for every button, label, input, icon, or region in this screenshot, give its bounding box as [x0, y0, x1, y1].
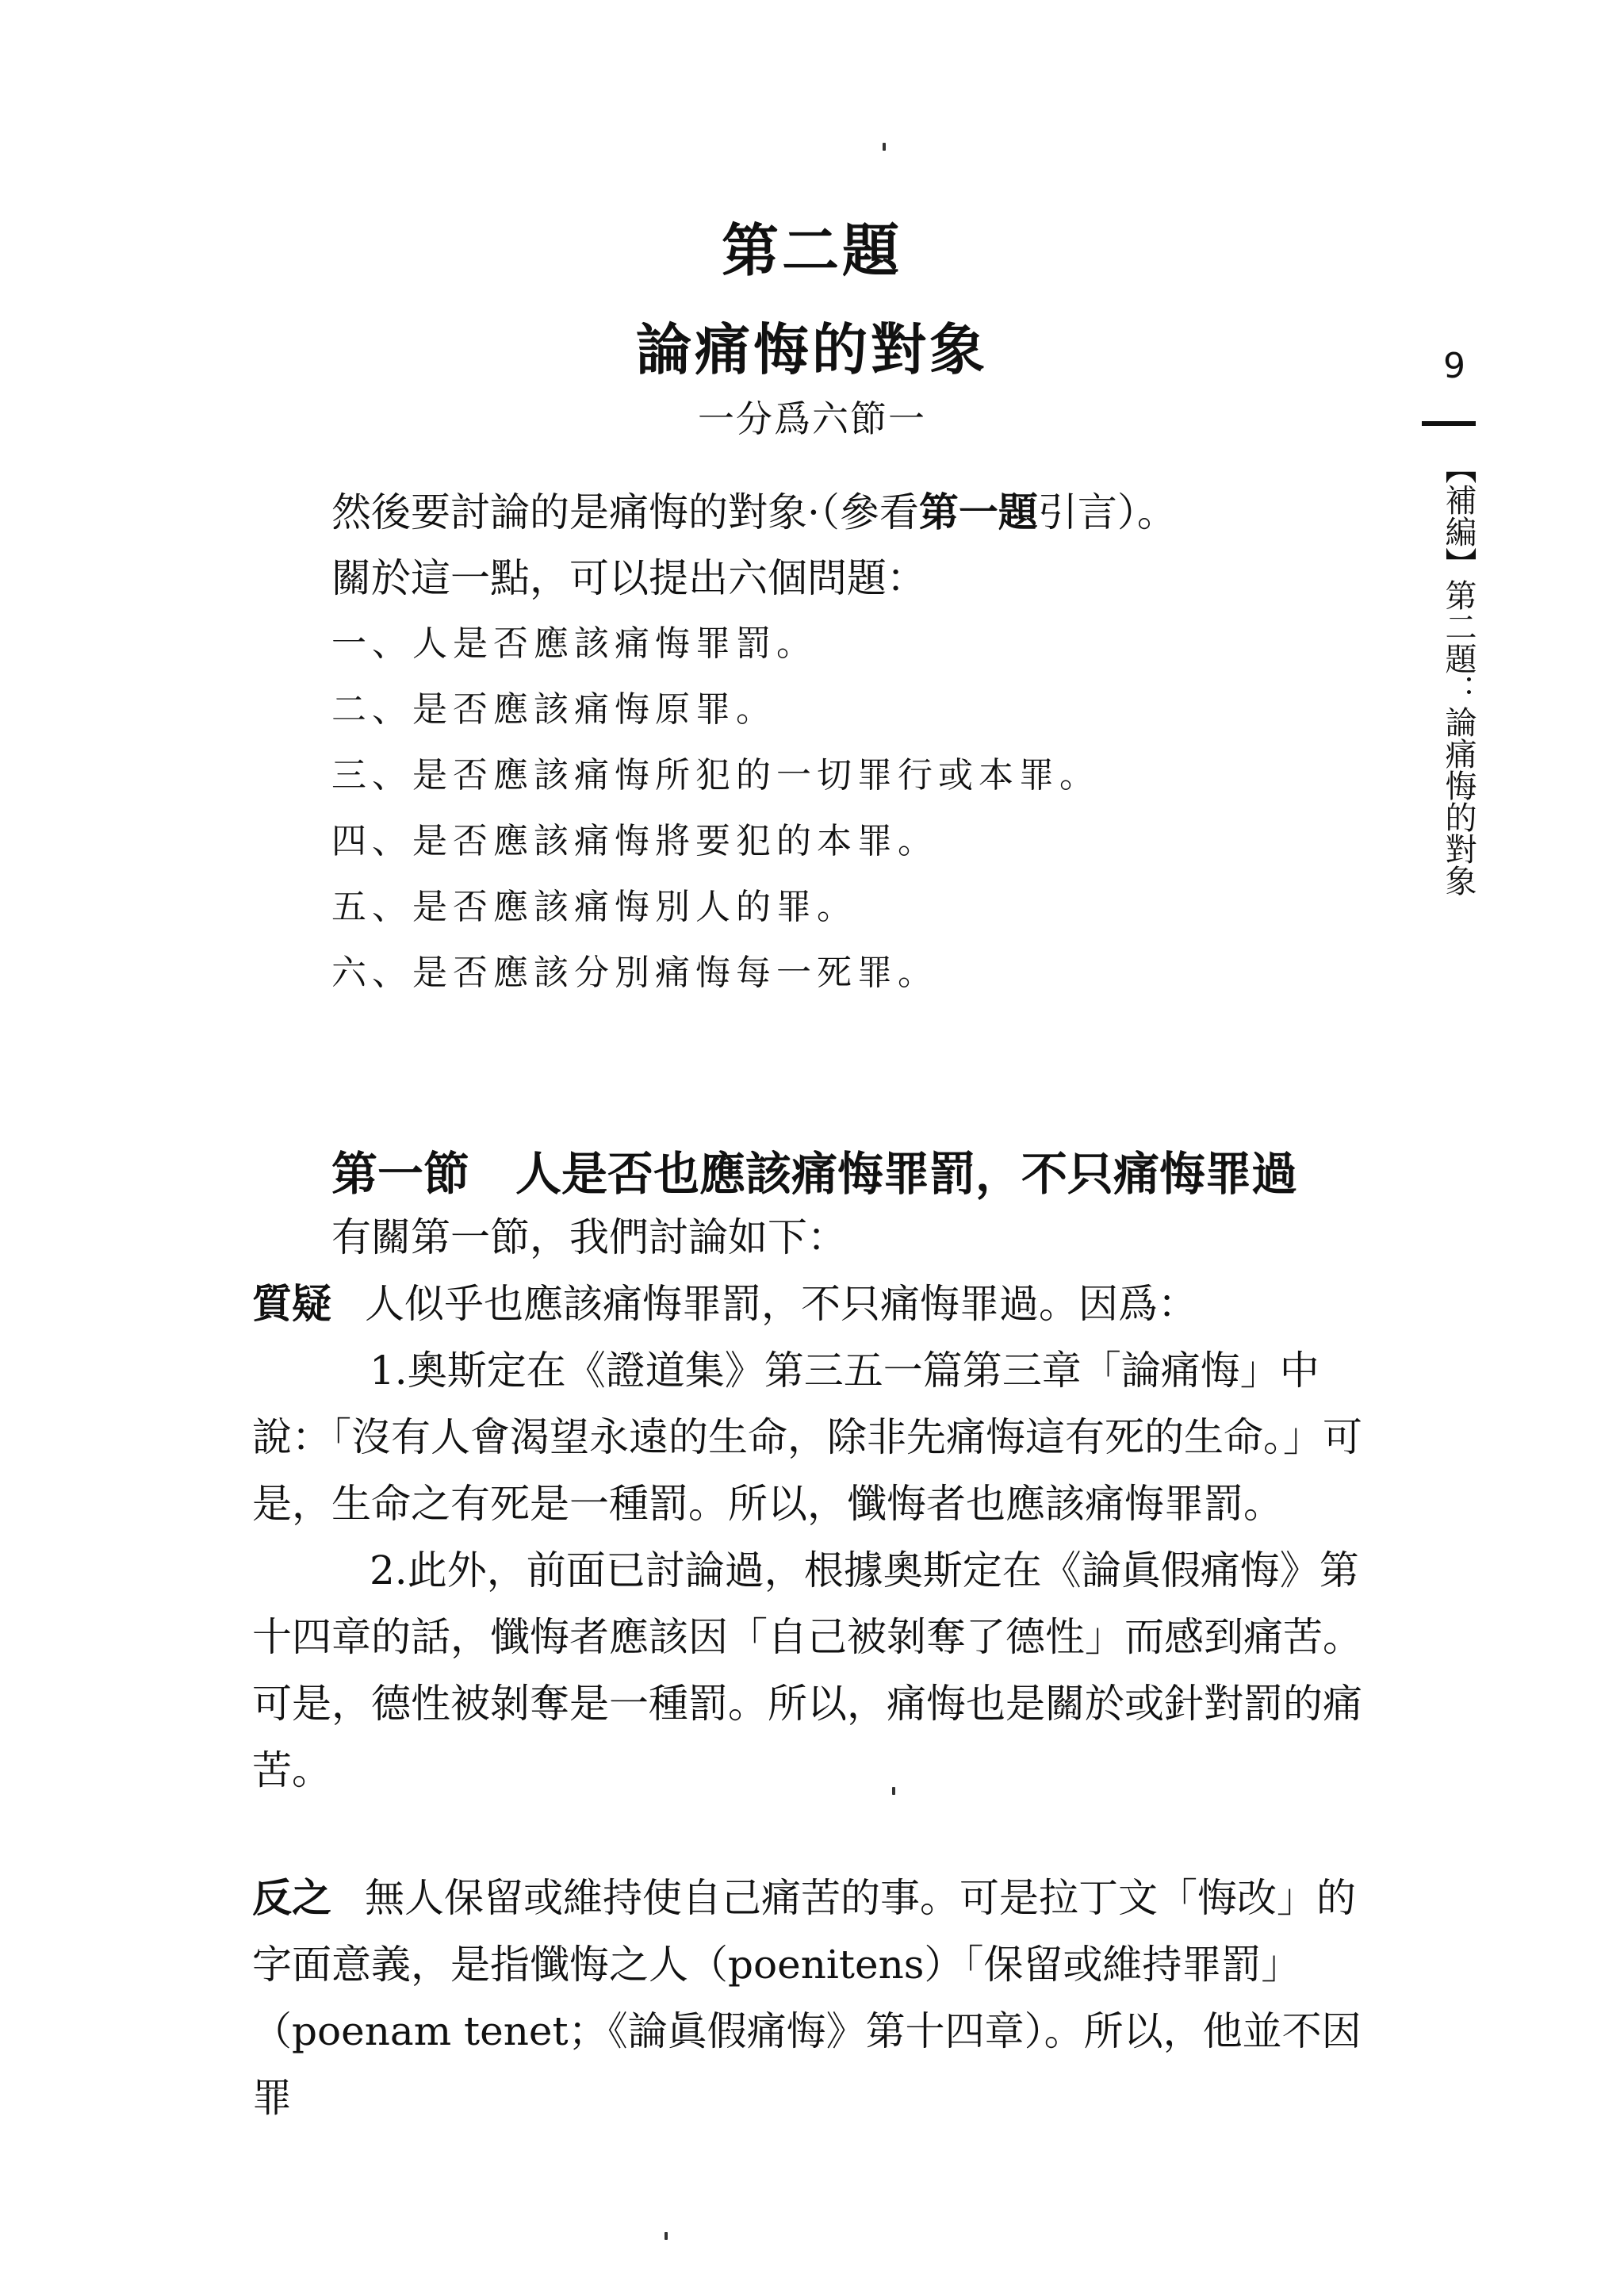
objection: [252, 1271, 1370, 1337]
running-head: 【補編】第二題：論痛悔的對象: [1440, 452, 1477, 896]
contrary-label: 反之: [252, 1875, 331, 1921]
intro-line-2: 關於這一點，可以提出六個問題：: [331, 555, 926, 601]
question-item: 四、是否應該痛悔將要犯的本罪。: [331, 821, 938, 861]
objection-point-2: 2.此外，前面已討論過，根據奧斯定在《論眞假痛悔》第十四章的話，懺悔者應該因「自己被剝奪了德性」而感到痛苦。可是，德性被剝奪是一種罰。所以，痛悔也是關於或針對罰的痛苦。: [252, 1547, 1362, 1793]
introduction: [331, 479, 1394, 612]
objection-point-1: 1.奧斯定在《證道集》第三五一篇第三章「論痛悔」中說：「沒有人會渴望永遠的生命，除非先痛悔這有死的生命。」可是，生命之有死是一種罰。所以，懺悔者也應該痛悔罪罰。: [252, 1348, 1362, 1527]
section-intro: 有關第一節，我們討論如下：: [331, 1214, 847, 1260]
scan-speck: [883, 143, 886, 151]
contrary-paragraph: [252, 1865, 1370, 2131]
intro-line-1-start: 然後要討論的是痛悔的對象·（參看: [331, 489, 919, 535]
question-item: 六、是否應該分別痛悔每一死罪。: [331, 953, 938, 993]
section-heading: [331, 1137, 1394, 1203]
page-number: 9: [1443, 346, 1465, 386]
objection-label: 質疑: [252, 1281, 331, 1327]
question-list: [331, 611, 1362, 1006]
contrary-argument: [252, 1865, 1370, 2131]
section-discussion: [252, 1204, 1370, 1804]
scan-speck: [665, 2232, 668, 2240]
chapter-title: 論痛悔的對象: [636, 317, 988, 382]
intro-line-1-end: 引言）。: [1037, 489, 1177, 535]
running-head-rule: [1422, 421, 1476, 426]
contrary-text: 無人保留或維持使自己痛苦的事。可是拉丁文「悔改」的字面意義，是指懺悔之人（poenitens）「保留或維持罪罰」（poenam tenet；《論眞假痛悔》第十四章）。所以，他並不因罪: [252, 1875, 1362, 2121]
intro-bold-reference: 第一題: [918, 489, 1038, 535]
chapter-division-note: 一分爲六節一: [698, 397, 926, 440]
question-item: 一、人是否應該痛悔罪罰。: [331, 623, 817, 664]
chapter-number: 第二題: [721, 217, 902, 284]
question-item: 五、是否應該痛悔別人的罪。: [331, 887, 857, 927]
question-item: 二、是否應該痛悔原罪。: [331, 689, 776, 730]
section-number: 第一節: [331, 1147, 470, 1201]
intro-line-1: [331, 479, 1394, 546]
section-title: 人是否也應該痛悔罪罰，不只痛悔罪過: [515, 1147, 1298, 1201]
objection-text: 人似乎也應該痛悔罪罰，不只痛悔罪過。因爲：: [365, 1281, 1197, 1327]
question-item: 三、是否應該痛悔所犯的一切罪行或本罪。: [331, 755, 1100, 796]
